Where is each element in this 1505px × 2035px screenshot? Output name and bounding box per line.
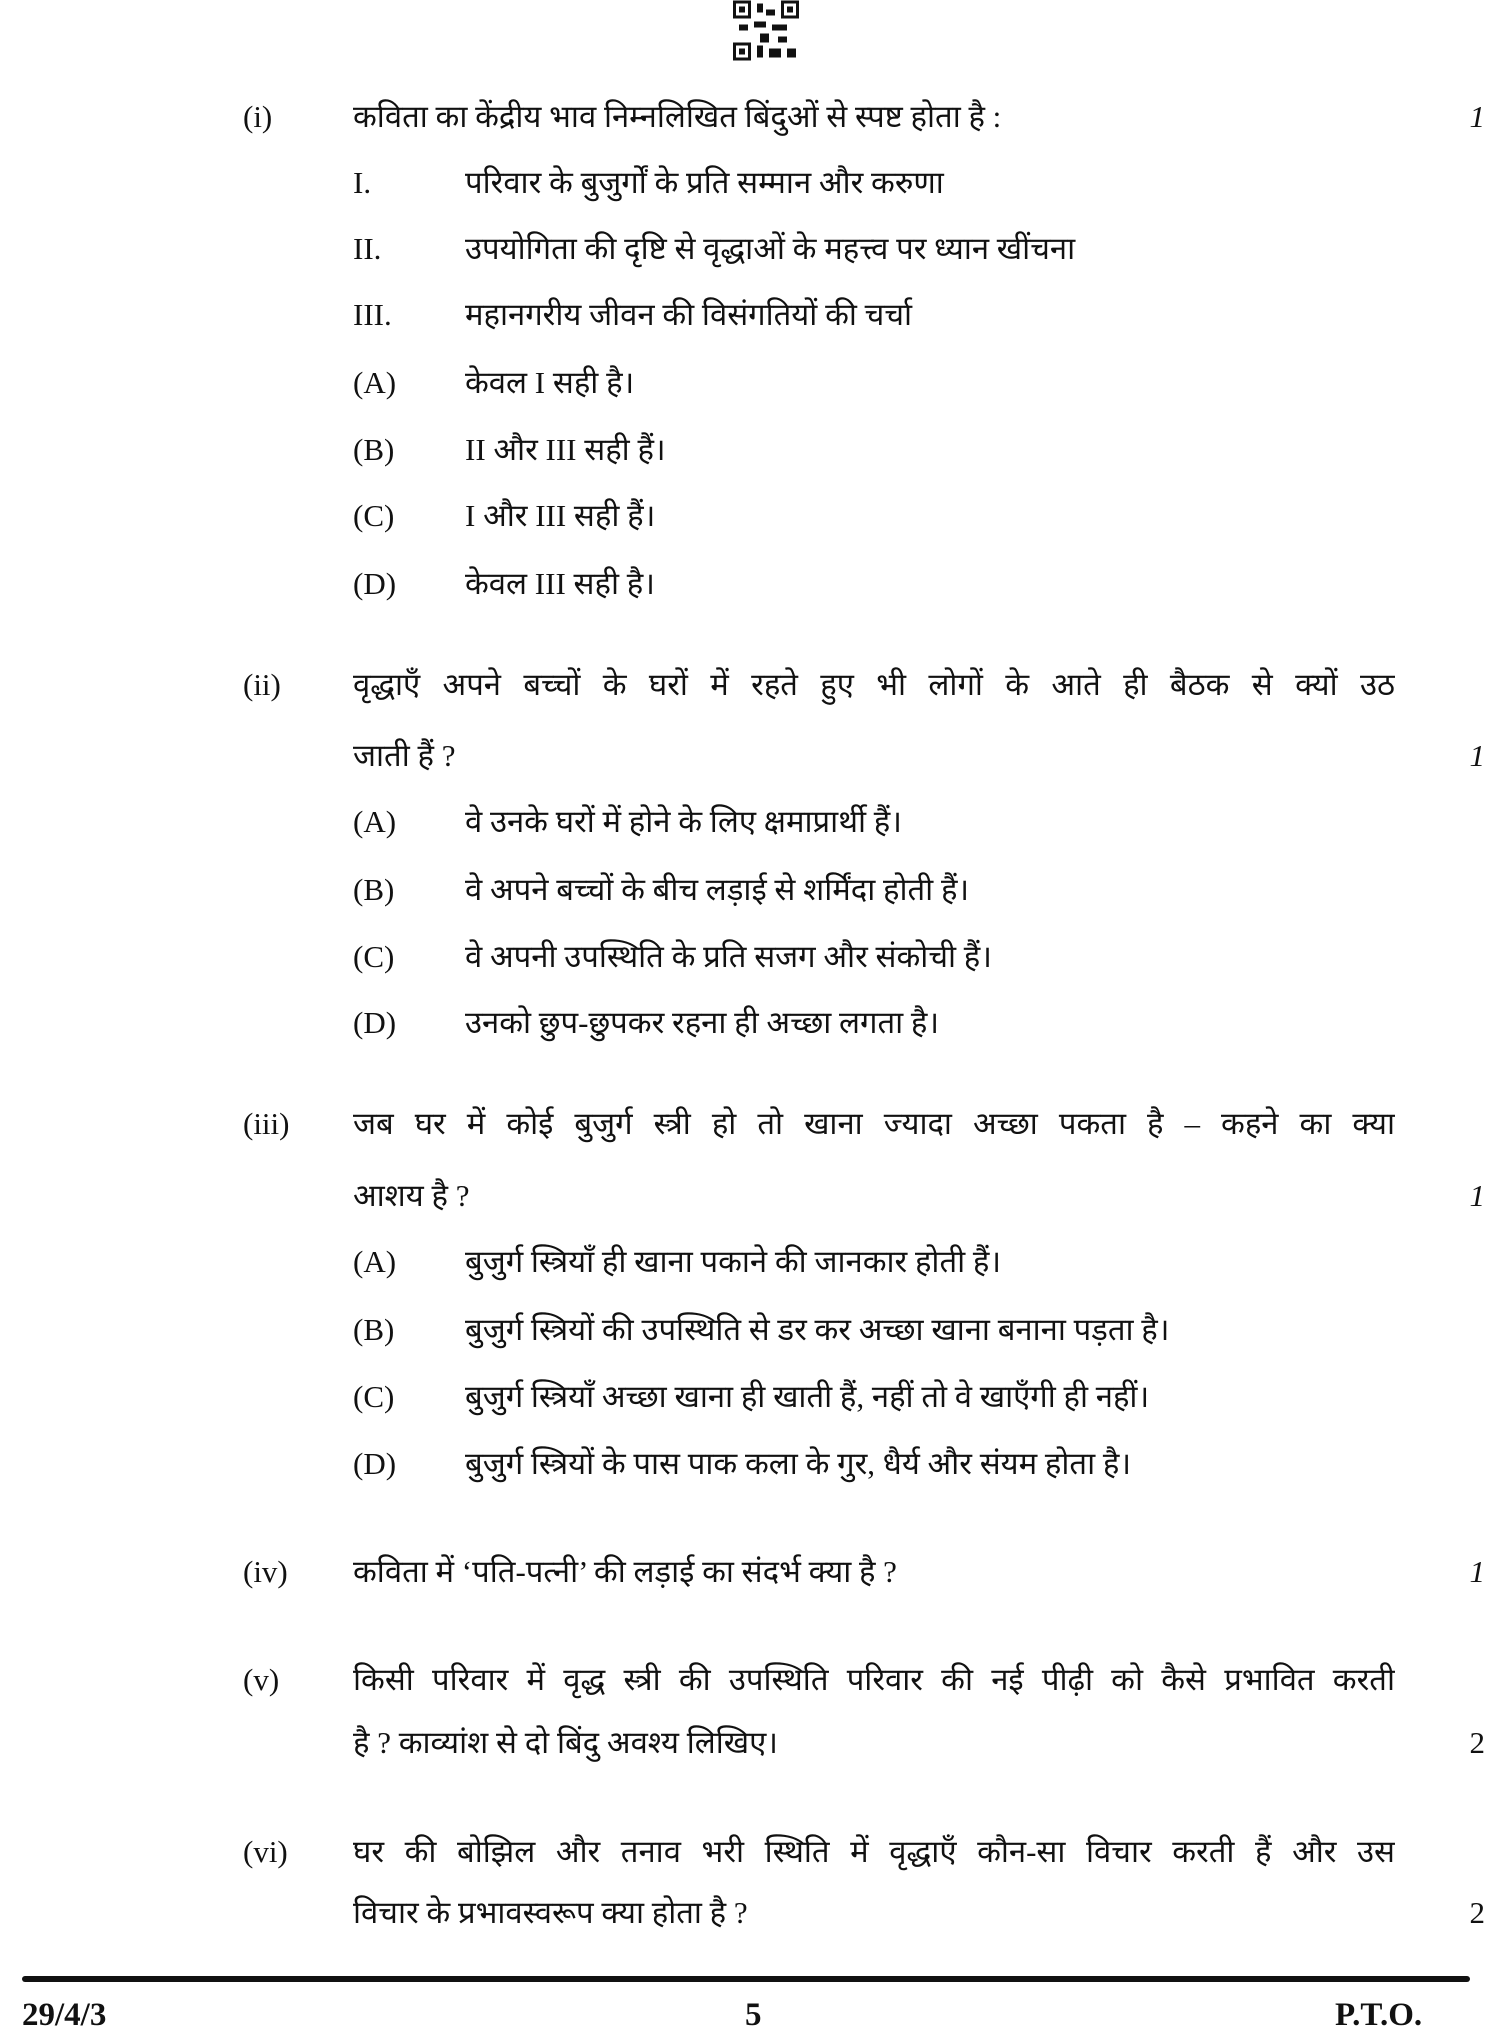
option-label: (B) bbox=[353, 872, 395, 907]
page-number: 5 bbox=[745, 1997, 762, 2033]
point-text: उपयोगिता की दृष्टि से वृद्धाओं के महत्त्व पर ध्यान खींचना bbox=[465, 231, 1076, 266]
question-text: जाती हैं ? bbox=[353, 738, 456, 773]
question-text: घर की बोझिल और तनाव भरी स्थिति में वृद्धाएँ कौन-सा विचार करती हैं और उस bbox=[353, 1834, 1395, 1869]
option-text: वे अपनी उपस्थिति के प्रति सजग और संकोची हैं। bbox=[465, 939, 992, 974]
option-text: उनको छुप-छुपकर रहना ही अच्छा लगता है। bbox=[465, 1005, 940, 1040]
question-marks: 2 bbox=[1469, 1895, 1485, 1930]
question-text: वृद्धाएँ अपने बच्चों के घरों में रहते हुए भी लोगों के आते ही बैठक से क्यों उठ bbox=[353, 667, 1395, 702]
question-marks: 2 bbox=[1469, 1725, 1485, 1760]
question-text: किसी परिवार में वृद्ध स्त्री की उपस्थिति परिवार की नई पीढ़ी को कैसे प्रभावित करती bbox=[353, 1662, 1395, 1697]
question-text: है ? काव्यांश से दो बिंदु अवश्य लिखिए। bbox=[353, 1725, 779, 1760]
question-number: (vi) bbox=[243, 1834, 288, 1869]
question-marks: 1 bbox=[1469, 99, 1485, 134]
question-text: कविता में ‘पति-पत्नी’ की लड़ाई का संदर्भ क्या है ? bbox=[353, 1554, 897, 1589]
option-label: (C) bbox=[353, 939, 395, 974]
question-text: विचार के प्रभावस्वरूप क्या होता है ? bbox=[353, 1895, 748, 1930]
question-marks: 1 bbox=[1469, 1178, 1485, 1213]
point-text: महानगरीय जीवन की विसंगतियों की चर्चा bbox=[465, 297, 913, 332]
question-text: जब घर में कोई बुजुर्ग स्त्री हो तो खाना ज्यादा अच्छा पकता है – कहने का क्या bbox=[353, 1106, 1395, 1141]
option-text: वे अपने बच्चों के बीच लड़ाई से शर्मिंदा होती हैं। bbox=[465, 872, 970, 907]
question-number: (i) bbox=[243, 99, 273, 134]
option-label: (D) bbox=[353, 1005, 397, 1040]
option-label: (A) bbox=[353, 365, 397, 400]
option-text: बुजुर्ग स्त्रियों की उपस्थिति से डर कर अच्छा खाना बनाना पड़ता है। bbox=[465, 1312, 1170, 1347]
option-label: (C) bbox=[353, 498, 395, 533]
option-text: I और III सही हैं। bbox=[465, 498, 656, 533]
option-text: वे उनके घरों में होने के लिए क्षमाप्रार्थी हैं। bbox=[465, 804, 903, 839]
pto-label: P.T.O. bbox=[1335, 1997, 1423, 2033]
paper-code: 29/4/3 bbox=[22, 1997, 107, 2033]
question-text: कविता का केंद्रीय भाव निम्नलिखित बिंदुओं से स्पष्ट होता है : bbox=[353, 99, 1002, 134]
option-text: II और III सही हैं। bbox=[465, 432, 666, 467]
option-text: केवल III सही है। bbox=[465, 566, 655, 601]
option-label: (A) bbox=[353, 1244, 397, 1279]
question-text: आशय है ? bbox=[353, 1178, 470, 1213]
option-label: (C) bbox=[353, 1379, 395, 1414]
question-number: (ii) bbox=[243, 667, 281, 702]
option-label: (D) bbox=[353, 1446, 397, 1481]
option-text: बुजुर्ग स्त्रियाँ अच्छा खाना ही खाती हैं, नहीं तो वे खाएँगी ही नहीं। bbox=[465, 1379, 1150, 1414]
option-text: केवल I सही है। bbox=[465, 365, 635, 400]
option-label: (D) bbox=[353, 566, 397, 601]
question-number: (iv) bbox=[243, 1554, 288, 1589]
option-label: (A) bbox=[353, 804, 397, 839]
question-marks: 1 bbox=[1469, 738, 1485, 773]
question-marks: 1 bbox=[1469, 1554, 1485, 1589]
option-text: बुजुर्ग स्त्रियों के पास पाक कला के गुर, धैर्य और संयम होता है। bbox=[465, 1446, 1132, 1481]
point-text: परिवार के बुजुर्गों के प्रति सम्मान और करुणा bbox=[465, 165, 944, 200]
question-number: (iii) bbox=[243, 1106, 290, 1141]
point-label: II. bbox=[353, 231, 382, 266]
question-number: (v) bbox=[243, 1662, 280, 1697]
footer-divider bbox=[22, 1976, 1470, 1982]
option-label: (B) bbox=[353, 1312, 395, 1347]
point-label: III. bbox=[353, 297, 392, 332]
qr-code bbox=[733, 0, 799, 61]
point-label: I. bbox=[353, 165, 372, 200]
option-text: बुजुर्ग स्त्रियाँ ही खाना पकाने की जानकार होती हैं। bbox=[465, 1244, 1002, 1279]
option-label: (B) bbox=[353, 432, 395, 467]
